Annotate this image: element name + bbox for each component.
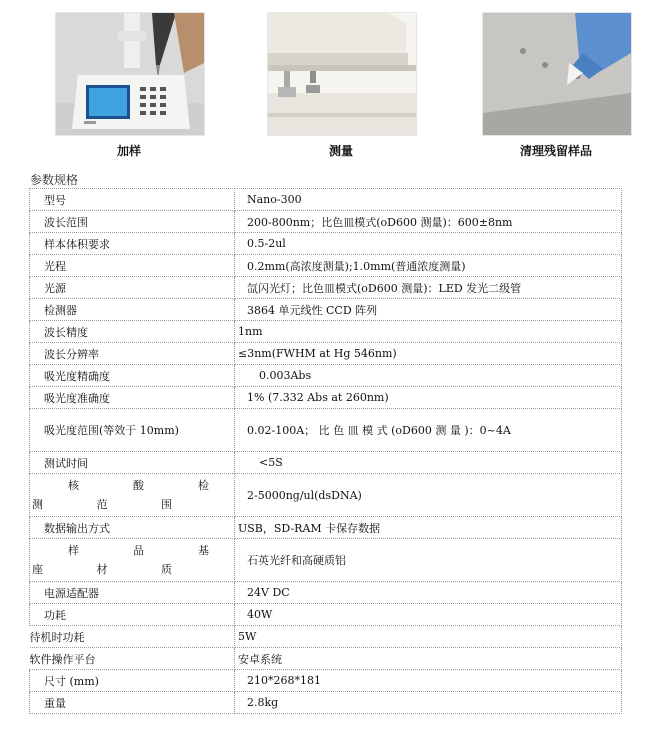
spec-value: 2-5000ng/ul(dsDNA)	[235, 474, 622, 517]
photo-caption: 清理残留样品	[519, 144, 592, 158]
table-row	[30, 299, 622, 321]
table-row	[30, 343, 622, 365]
table-row	[30, 409, 622, 452]
spec-label: 波长分辨率	[30, 343, 235, 365]
spec-label: 待机时功耗	[30, 626, 235, 648]
spec-label: 光程	[30, 255, 235, 277]
measurement-pedestal-photo	[267, 12, 417, 136]
spec-label: 功耗	[30, 604, 235, 626]
spec-value: 石英光纤和高硬质铝	[235, 539, 622, 582]
table-row	[30, 211, 622, 233]
spec-value: 5W	[235, 626, 622, 648]
product-photos	[0, 0, 666, 165]
spec-value: USB，SD-RAM 卡保存数据	[235, 517, 622, 539]
spec-label: 吸光度准确度	[30, 387, 235, 409]
spec-value: 0.02-100A； 比 色 皿 模 式 (oD600 测 量 )：0~4A	[235, 409, 622, 452]
spec-value: 安卓系统	[235, 648, 622, 670]
spec-label: 数据输出方式	[30, 517, 235, 539]
table-row	[30, 692, 622, 714]
spec-value: 40W	[235, 604, 622, 626]
table-row	[30, 582, 622, 604]
spec-value: 24V DC	[235, 582, 622, 604]
spec-label: 样本体积要求	[30, 233, 235, 255]
spec-label: 波长范围	[30, 211, 235, 233]
instrument-pipette-photo	[55, 12, 205, 136]
photo-caption: 测量	[328, 144, 353, 158]
table-row	[30, 474, 622, 517]
spec-value: 0.2mm(高浓度测量);1.0mm(普通浓度测量)	[235, 255, 622, 277]
photo-caption: 加样	[116, 144, 141, 158]
table-row	[30, 648, 622, 670]
spec-value: 3864 单元线性 CCD 阵列	[235, 299, 622, 321]
table-row	[30, 233, 622, 255]
table-row	[30, 539, 622, 582]
table-row	[30, 626, 622, 648]
table-row	[30, 277, 622, 299]
spec-value: 2.8kg	[235, 692, 622, 714]
spec-label: 吸光度范围(等效于 10mm)	[30, 409, 235, 452]
spec-label: 型号	[30, 189, 235, 211]
table-row	[30, 189, 622, 211]
spec-label: 核 酸 检 测 范 围	[30, 474, 235, 517]
spec-value: 200-800nm；比色皿模式(oD600 测量)：600±8nm	[235, 211, 622, 233]
table-row	[30, 255, 622, 277]
spec-label: 检测器	[30, 299, 235, 321]
spec-label: 吸光度精确度	[30, 365, 235, 387]
table-row	[30, 365, 622, 387]
spec-label: 样 品 基 座 材 质	[30, 539, 235, 582]
spec-value: <5S	[235, 452, 622, 474]
table-row	[30, 321, 622, 343]
table-row	[30, 387, 622, 409]
spec-value: Nano-300	[235, 189, 622, 211]
spec-label: 重量	[30, 692, 235, 714]
spec-value: 210*268*181	[235, 670, 622, 692]
spec-label: 电源适配器	[30, 582, 235, 604]
spec-value: 0.003Abs	[235, 365, 622, 387]
spec-value: 1% (7.332 Abs at 260nm)	[235, 387, 622, 409]
table-row	[30, 604, 622, 626]
spec-label: 波长精度	[30, 321, 235, 343]
table-row	[30, 670, 622, 692]
cleaning-swab-photo	[482, 12, 632, 136]
section-title: 参数规格	[30, 173, 79, 187]
spec-value: 氙闪光灯；比色皿模式(oD600 测量)：LED 发光二级管	[235, 277, 622, 299]
spec-label: 软件操作平台	[30, 648, 235, 670]
spec-value: ≤3nm(FWHM at Hg 546nm)	[235, 343, 622, 365]
spec-label: 尺寸 (mm)	[30, 670, 235, 692]
spec-value: 1nm	[235, 321, 622, 343]
spec-table	[29, 188, 622, 714]
table-row	[30, 517, 622, 539]
table-row	[30, 452, 622, 474]
spec-label: 测试时间	[30, 452, 235, 474]
spec-label: 光源	[30, 277, 235, 299]
spec-value: 0.5-2ul	[235, 233, 622, 255]
